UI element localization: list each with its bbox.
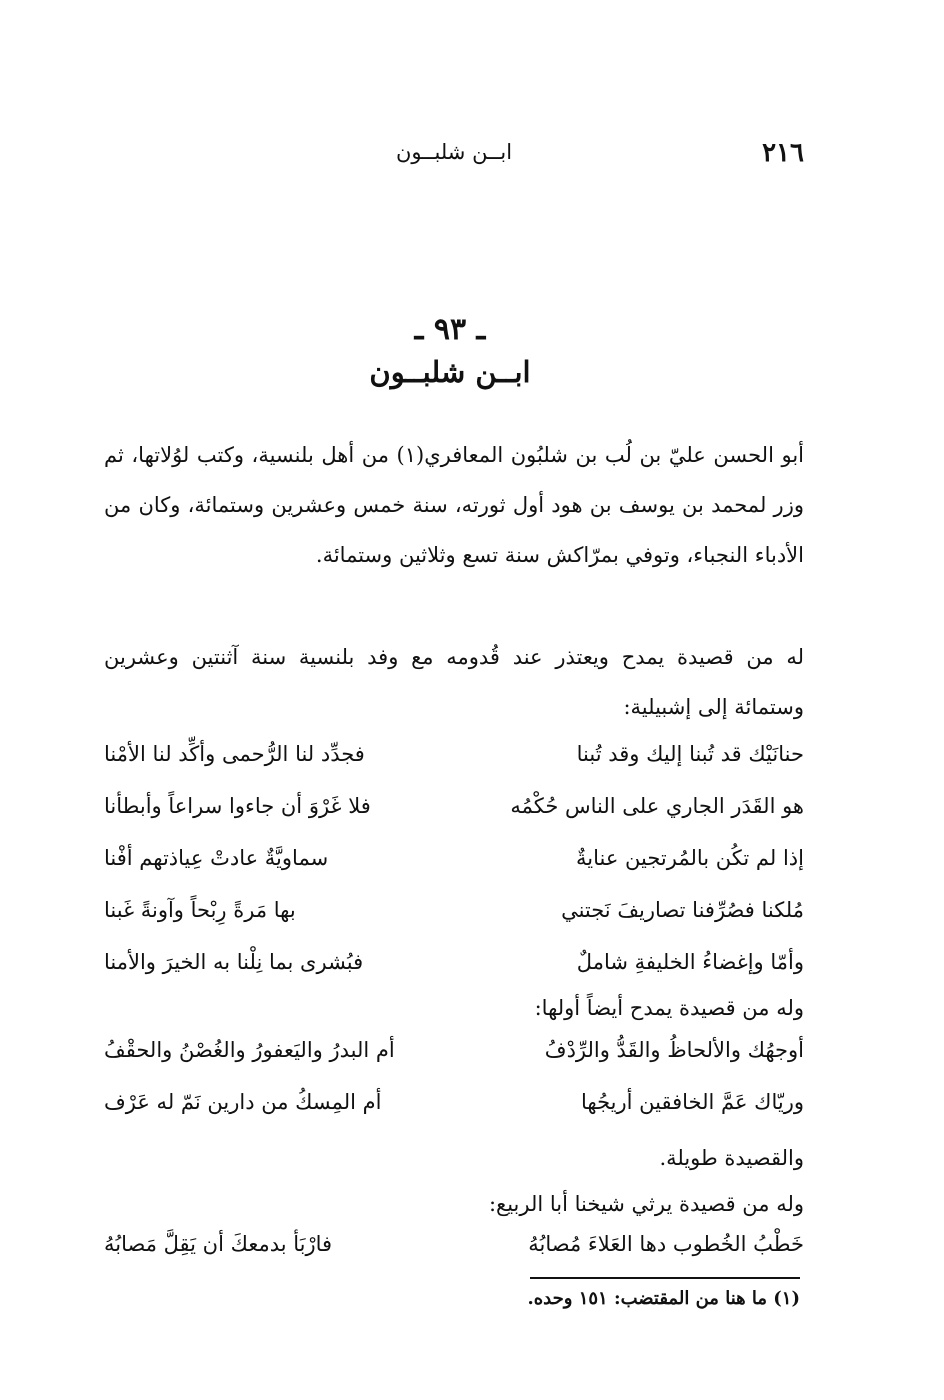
verse: [104, 1030, 804, 1082]
verse: [104, 838, 804, 890]
verse-first-hemistich: خَطْبُ الخُطوب دها العَلاءَ مُصابُهُ: [528, 1232, 804, 1256]
verse-first-hemistich: إذا لم تكُن بالمُرتجين عنايةٌ: [576, 846, 804, 870]
verse-second-hemistich: أم المِسكُ من دارين نَمّ له عَرْف: [104, 1090, 382, 1114]
running-title: ابــن شلبــون: [395, 140, 513, 164]
footnote: (١) ما هنا من المقتضب: ١٥١ وحده.: [527, 1288, 800, 1309]
verse-first-hemistich: حنانَيْك قد تُبنا إليك وقد تُبنا: [576, 742, 804, 766]
verse-first-hemistich: مُلكنا فصُرِّفنا تصاريفَ نَجتني: [561, 898, 804, 922]
verse: [104, 786, 804, 838]
verse: [104, 890, 804, 942]
poem-intro-3: وله من قصيدة يرثي شيخنا أبا الربيع:: [488, 1192, 804, 1216]
verse-second-hemistich: فارْبَأ بدمعكَ أن يَقِلَّ مَصابُهُ: [104, 1232, 333, 1256]
poem-1: [104, 734, 804, 994]
verse: [104, 734, 804, 786]
verse-second-hemistich: فجدِّد لنا الرُّحمى وأكِّد لنا الأمْنا: [104, 742, 365, 766]
verse-second-hemistich: فلا غَرْوَ أن جاءوا سراعاً وأبطأنا: [104, 794, 371, 818]
verse-first-hemistich: وريّاك عَمَّ الخافقين أريجُها: [581, 1090, 804, 1114]
running-header: [104, 138, 804, 174]
verse-second-hemistich: سماويَّةٌ عادتْ عِياذتهم أفْنا: [104, 846, 329, 870]
poem-2: [104, 1030, 804, 1134]
verse: [104, 1224, 804, 1276]
verse-first-hemistich: أوجهُك والألحاظُ والقَدُّ والرِّدْفُ: [544, 1038, 804, 1062]
footnote-separator: [530, 1277, 800, 1279]
poem-3: [104, 1224, 804, 1276]
poem-intro-1: له من قصيدة يمدح ويعتذر عند قُدومه مع وفد بلنسية سنة آثنتين وعشرين وستمائة إلى إشبيلية:: [104, 645, 804, 719]
verse-second-hemistich: فبُشرى بما نِلْنا به الخيرَ والأمنا: [104, 950, 364, 974]
verse-first-hemistich: وأمّا وإغضاءُ الخليفةِ شاملٌ: [576, 950, 804, 974]
page-number: ٢١٦: [762, 138, 804, 168]
poem-2-note: والقصيدة طويلة.: [659, 1146, 804, 1170]
entry-title: ابــن شلبــون: [369, 355, 531, 389]
verse-second-hemistich: بها مَرةً رِبْحاً وآونةً غَبنا: [104, 898, 296, 922]
verse-first-hemistich: هو القَدَر الجاري على الناس حُكْمُه: [510, 794, 804, 818]
poem-intro-2: وله من قصيدة يمدح أيضاً أولها:: [534, 996, 804, 1020]
entry-number: ـ ٩٣ ـ: [414, 312, 486, 347]
verse: [104, 1082, 804, 1134]
verse-second-hemistich: أم البدرُ واليَعفورُ والغُصْنُ والحقْفُ: [104, 1038, 395, 1062]
biography-paragraph: أبو الحسن عليّ بن لُب بن شلبُون المعافري(١) من أهل بلنسية، وكتب لوُلاتها، ثم وزر لمحمد بن يوسف بن هود أول ثورته، سنة خمس وعشرين وستمائة، وكان من الأدباء النجباء، وتوفي بمرّاكش سنة تسع وثلاثين وستمائة.: [104, 443, 805, 567]
